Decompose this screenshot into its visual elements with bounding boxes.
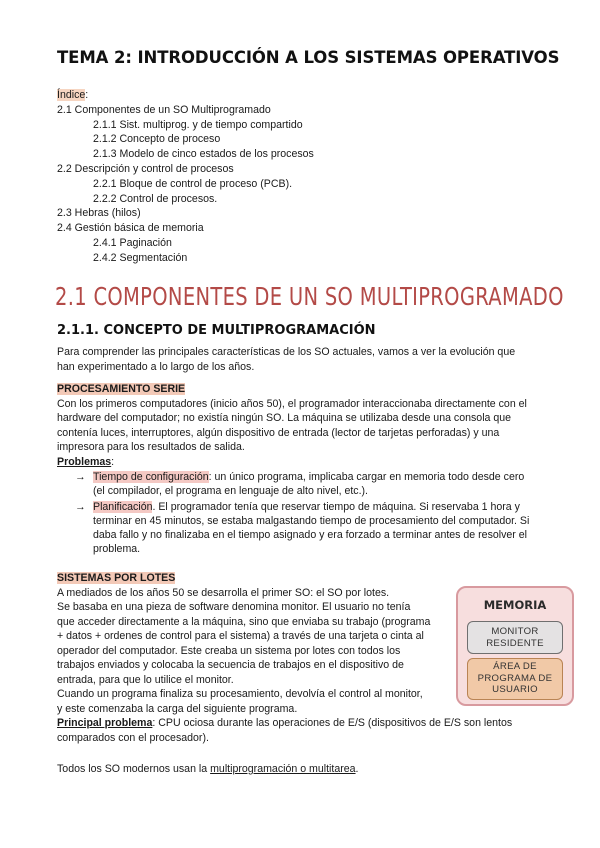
problem-line: . El programador tenía que reservar tiempo de máquina. Si reservaba 1 hora y xyxy=(152,500,520,513)
section-heading: 2.1 COMPONENTES DE UN SO MULTIPROGRAMADO xyxy=(55,282,564,311)
toc-item: 2.1.3 Modelo de cinco estados de los procesos xyxy=(93,148,314,161)
problems-colon: : xyxy=(111,455,115,468)
final-paragraph xyxy=(57,762,359,777)
lotes-label: SISTEMAS POR LOTES xyxy=(57,572,176,584)
problem-line: problema. xyxy=(93,543,141,556)
problem-line: (el compilador, el programa en lenguaje de alto nivel, etc.). xyxy=(93,485,369,498)
area-label: ÁREA DE xyxy=(493,661,537,672)
area-label: USUARIO xyxy=(492,684,538,695)
lotes-line: entrada, para que lo utilice el monitor. xyxy=(57,673,234,686)
lotes-block xyxy=(57,571,512,745)
lotes-line: y este comenzaba la carga del siguiente programa. xyxy=(57,702,298,715)
memory-diagram xyxy=(456,586,574,706)
serie-line: Con los primeros computadores (inicio años 50), el programador interaccionaba directamente con el xyxy=(57,397,527,410)
toc-item: 2.2 Descripción y control de procesos xyxy=(57,162,234,175)
toc-item: 2.4 Gestión básica de memoria xyxy=(57,222,204,235)
lotes-line: trabajos enviados y colocaba la secuencia de trabajos en el dispositivo de xyxy=(57,659,404,671)
intro-line: Para comprender las principales características de los SO actuales, vamos a ver la evolución que xyxy=(57,346,516,358)
list-item xyxy=(75,470,563,499)
toc-colon: : xyxy=(85,89,89,101)
serie-block xyxy=(57,382,527,469)
problems-label: Problemas xyxy=(57,455,112,468)
arrow-right-icon: → xyxy=(75,471,86,483)
arrow-right-icon: → xyxy=(75,500,86,513)
final-text: Todos los SO modernos usan la xyxy=(57,763,211,775)
problem-line: daba fallo y no finalizaba en el tiempo asignado y era forzado a terminar antes de resolver el xyxy=(93,529,528,542)
lotes-line: que acceder directamente a la máquina, sino que enviaba su trabajo (programa xyxy=(57,615,431,628)
monitor-label: MONITOR xyxy=(491,626,539,637)
toc-item: 2.3 Hebras (hilos) xyxy=(57,207,141,220)
lotes-line: operador del computador. Este creaba un sistema por lotes con todos los xyxy=(57,644,401,657)
document-title: TEMA 2: INTRODUCCIÓN A LOS SISTEMAS OPERATIVOS xyxy=(57,48,560,67)
lotes-line: Se basaba en una pieza de software denomina monitor. El usuario no tenía xyxy=(57,601,411,613)
toc-item: 2.1.2 Concepto de proceso xyxy=(93,133,221,146)
table-of-contents xyxy=(57,88,314,266)
serie-line: impresora para los resultados de salida. xyxy=(57,441,245,453)
problem-line: : un único programa, implicaba cargar en memoria todo desde cero xyxy=(208,471,525,483)
list-item xyxy=(75,500,563,557)
lotes-line: + datos + ordenes de control para el sistema) a través de una tarjeta o cinta al xyxy=(57,630,424,642)
serie-line: contenía luces, interruptores, algún dispositivo de entrada (lector de tarjetas perforadas) y una xyxy=(57,426,500,439)
intro-line: han experimentado a lo largo de los años. xyxy=(57,360,255,373)
main-problem-label: Principal problema xyxy=(57,717,153,729)
subsection-heading: 2.1.1. CONCEPTO DE MULTIPROGRAMACIÓN xyxy=(57,323,376,338)
toc-item: 2.4.2 Segmentación xyxy=(93,251,188,264)
main-problem-line: comparados con el procesador). xyxy=(57,731,209,744)
user-program-area-box xyxy=(467,658,563,700)
main-problem-line: : CPU ociosa durante las operaciones de E/S (dispositivos de E/S son lentos xyxy=(152,717,513,729)
resident-monitor-box xyxy=(467,621,563,654)
serie-label: PROCESAMIENTO SERIE xyxy=(57,383,186,395)
problems-list xyxy=(75,470,563,557)
area-label: PROGRAMA DE xyxy=(477,672,553,684)
toc-item: 2.1 Componentes de un SO Multiprogramado xyxy=(57,103,271,116)
toc-label: Índice xyxy=(57,89,86,101)
final-period: . xyxy=(355,763,359,775)
monitor-label: RESIDENTE xyxy=(486,637,544,649)
multiprogramming-link: multiprogramación o multitarea xyxy=(210,763,356,775)
lotes-line: Cuando un programa finaliza su procesamiento, devolvía el control al monitor, xyxy=(57,688,423,700)
serie-line: hardware del computador; no existía ningún SO. La máquina se utilizaba desde una consola que xyxy=(57,412,512,424)
problem-line: terminar en 45 minutos, se estaba malgastando tiempo de procesamiento del computador. Si xyxy=(93,514,530,527)
toc-label-line xyxy=(57,88,314,103)
intro-paragraph xyxy=(57,345,515,374)
toc-item: 2.2.1 Bloque de control de proceso (PCB). xyxy=(93,177,293,190)
toc-item: 2.2.2 Control de procesos. xyxy=(93,192,218,205)
toc-item: 2.1.1 Sist. multiprog. y de tiempo compartido xyxy=(93,118,303,131)
problem-term: Planificación xyxy=(93,500,153,513)
problem-term: Tiempo de configuración xyxy=(93,471,209,483)
lotes-line: A mediados de los años 50 se desarrolla el primer SO: el SO por lotes. xyxy=(57,586,390,599)
memory-title: MEMORIA xyxy=(483,598,547,612)
toc-item: 2.4.1 Paginación xyxy=(93,236,172,249)
